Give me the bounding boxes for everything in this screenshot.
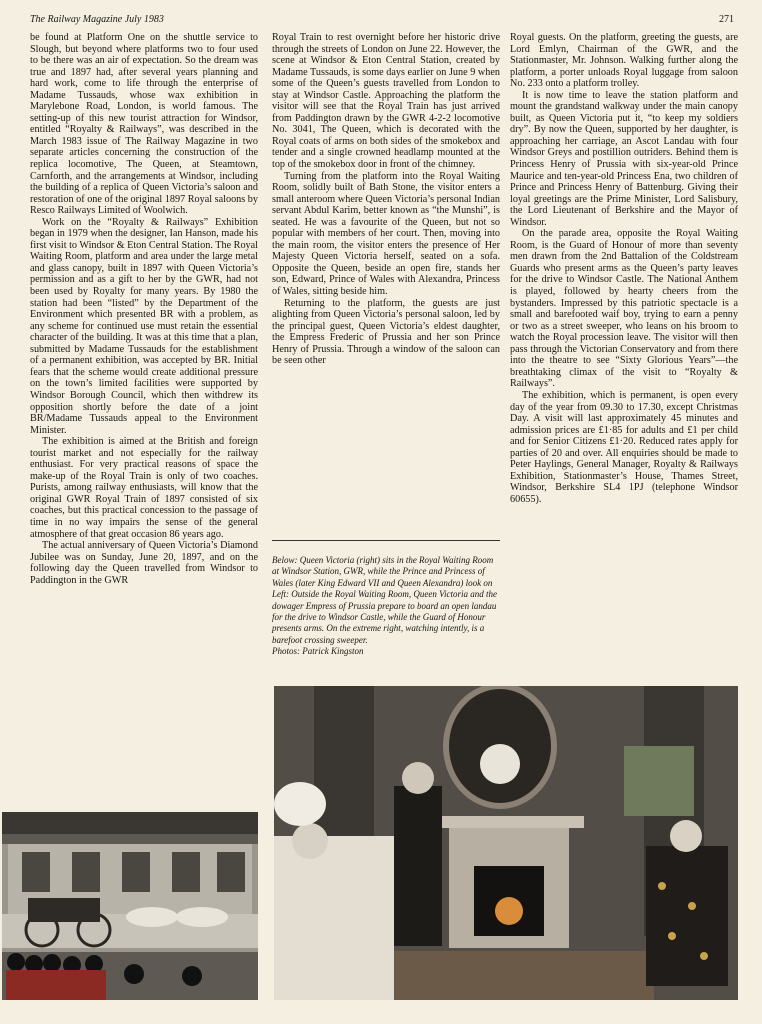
article-column-1 [30, 32, 258, 810]
photo-credit: Photos: Patrick Kingston [272, 646, 364, 657]
page-number: 271 [719, 14, 734, 25]
paragraph: be found at Platform One on the shuttle service to Slough, but beyond where platforms two to four used to be there was an air of expectation. So the dream was true and 1897 had, after several years planning and hard work, come to life through the enterprise of Madame Tussauds, whose wax exhibition in Marylebone Road, London, is world famous. The setting-up of this new tourist attraction for Windsor, entitled “Royalty & Railways”, was described in the March 1983 issue of The Railway Magazine in two separate articles concerning the construction of the replica locomotive, The Queen, at Steamtown, Carnforth, and the arrangements at Windsor, including the building of a replica of Queen Victoria’s saloon and restoration of one of the original 1897 Royal saloons by Resco Railways Limited of Woolwich. [30, 32, 258, 217]
carriage-scene-image [2, 812, 258, 1000]
article-column-2 [272, 32, 500, 532]
page-header [30, 14, 734, 28]
photo-caption [272, 555, 500, 658]
running-title: The Railway Magazine July 1983 [30, 14, 164, 25]
article-column-3 [510, 32, 738, 682]
waiting-room-scene-image [274, 686, 738, 1000]
caption-left: Left: Outside the Royal Waiting Room, Queen Victoria and the dowager Empress of Prussia prepare to board an open landau for the drive to Windsor Castle, while the Guard of Honour presents arms. On the extreme right, watching intently, is a barefoot crossing sweeper. [272, 589, 497, 645]
paragraph: The actual anniversary of Queen Victoria’s Diamond Jubilee was on Sunday, June 20, 1897, and on the following day the Queen travelled from Windsor to Paddington in the GWR [30, 540, 258, 586]
photo-carriage-departure [2, 812, 258, 1000]
paragraph: Returning to the platform, the guests are just alighting from Queen Victoria’s personal saloon, led by the principal guest, Queen Victoria’s eldest daughter, the Empress Frederic of Prussia and her son Prince Henry of Prussia. Through a window of the saloon can be seen other [272, 297, 500, 367]
paragraph: On the parade area, opposite the Royal Waiting Room, is the Guard of Honour of more than seventy men drawn from the 2nd Battalion of the Coldstream Guards who present arms as the Queen’s party leaves for the drive to Windsor Castle. The National Anthem is played, followed by hearty cheers from the bystanders. Impressed by this patriotic spectacle is a small and barefooted waif boy, trying to earn a penny or two as a street sweeper, who leans on his broom to watch the Royal procession leave. The visitor will then pass through the Victorian Conservatory and from there into the theatre to see “Sixty Glorious Years”—the breathtaking climax of the visit to “Royalty & Railways”. [510, 228, 738, 390]
caption-divider [272, 540, 500, 541]
paragraph: Royal guests. On the platform, greeting the guests, are Lord Emlyn, Chairman of the GWR, and the Stationmaster, Mr. Johnson. Walking further along the platform, a porter unloads Royal luggage from saloon No. 233 onto a platform trolley. [510, 32, 738, 90]
paragraph: The exhibition, which is permanent, is open every day of the year from 09.30 to 17.30, except Christmas Day. A visit will last approximately 45 minutes and admission prices are £1·85 for adults and £1 per child and for Senior Citizens £1·20. Reduced rates apply for parties of 20 and over. All enquiries should be made to Peter Haylings, General Manager, Royalty & Railways Exhibition, Stationmaster’s House, Thames Street, Windsor, Berkshire SL4 1PJ (telephone Windsor 60655). [510, 389, 738, 505]
paragraph: Turning from the platform into the Royal Waiting Room, solidly built of Bath Stone, the visitor enters a small anteroom where Queen Victoria’s personal Indian servant Abdul Karim, better known as “the Munshi”, is seated. He was a favourite of the Queen, but not so popular with members of her court. Then, moving into the main room, the visitor enters the presence of Her Majesty Queen Victoria herself, seated on a sofa. Opposite the Queen, beside an open fire, stands her son, Edward, Prince of Wales with Alexandra, Princess of Wales, sitting beside him. [272, 170, 500, 298]
paragraph: Work on the “Royalty & Railways” Exhibition began in 1979 when the designer, Ian Hanson, made his first visit to Windsor & Eton Central Station. The Royal Waiting Room, platform and area under the large metal and glass canopy, built in 1897 with Queen Victoria’s permission and as a gift to her by the GWR, had not been used by Royalty for many years. By 1980 the station had been “listed” by the Department of the Environment which presented BR with a problem, as any scheme for continued use must retain the essential character of the building. It was at this time that a plan, submitted by Madame Tussauds for the establishment of a permanent exhibition, was accepted by BR. Initial fears that the scheme would create additional pressure on the town’s limited facilities were supported by Windsor Borough Council, which then withdrew its opposition shortly before the date of a joint BR/Madame Tussauds appeal to the Environment Minister. [30, 216, 258, 436]
caption-below: Below: Queen Victoria (right) sits in the Royal Waiting Room at Windsor Station, GWR, while the Prince and Princess of Wales (later King Edward VII and Queen Alexandra) look on [272, 555, 494, 588]
photo-royal-waiting-room [274, 686, 738, 1000]
paragraph: It is now time to leave the station platform and mount the grandstand walkway under the main canopy built, as Queen Victoria put it, “to keep my soldiers dry”. By now the Queen, supported by her daughter, is approaching her carriage, an Ascot Landau with four Windsor Greys and postillion outriders. Behind them is Princess Henry of Prussia with six-year-old Prince Maurice and ten-year-old Princess Ena, two children of Prince and Princess Henry of Battenburg. Giving their loyal greetings are the Prime Minister, Lord Salisbury, the Lord Lieutenant of Berkshire and the Mayor of Windsor. [510, 89, 738, 228]
paragraph: Royal Train to rest overnight before her historic drive through the streets of London on June 22. However, the scene at Windsor & Eton Central Station, created by Madame Tussauds, is some days earlier on June 9 when some of the Queen’s guests travelled from London to stay at Windsor Castle. Approaching the platform the visitor will see that the Royal Train has just arrived from Paddington drawn by the GWR 4-2-2 locomotive No. 3041, The Queen, which is decorated with the Royal coats of arms on both sides of the smokebox and tender and a single crowned headlamp mounted at the top of the smokebox door in front of the chimney. [272, 32, 500, 171]
paragraph: The exhibition is aimed at the British and foreign tourist market and not especially for the railway enthusiast. For very practical reasons of space the make-up of the Royal Train is only of two coaches. Purists, among railway enthusiasts, will know that the original GWR Royal Train of 1897 consisted of six coaches, but this practical concession to the passage of time in no way impairs the sense of the general atmosphere of that great occasion 86 years ago. [30, 436, 258, 540]
